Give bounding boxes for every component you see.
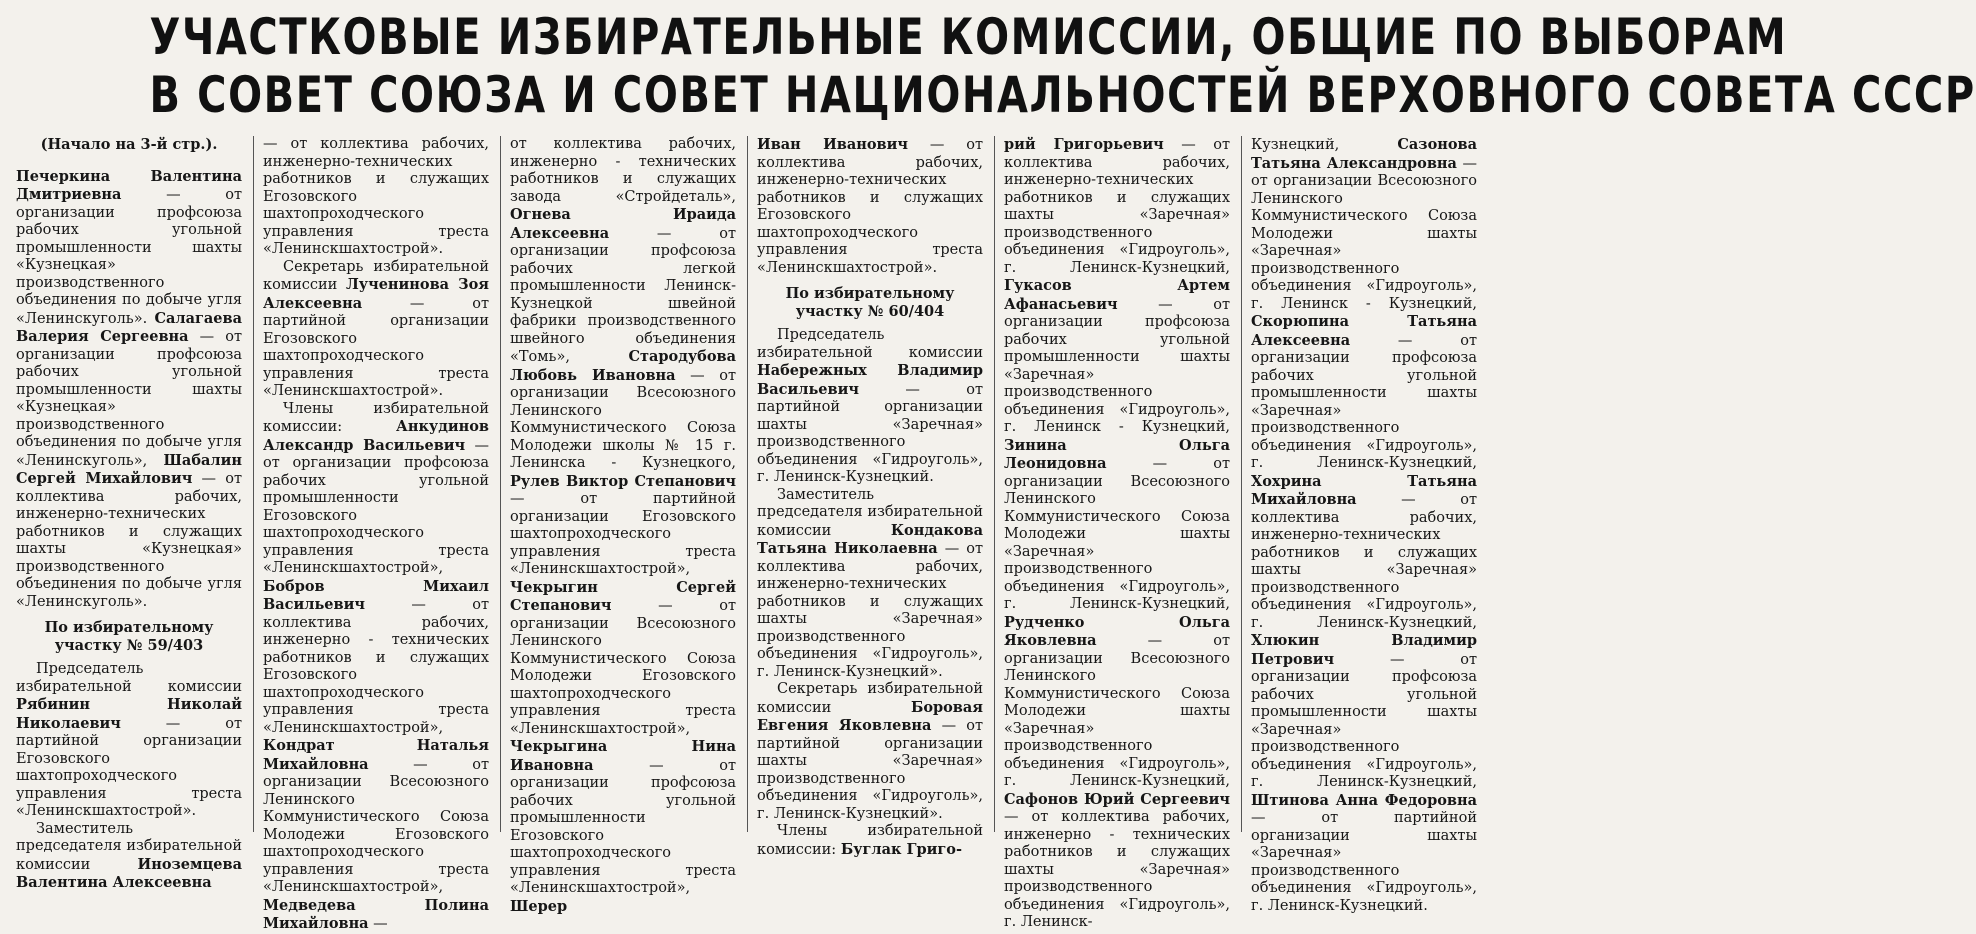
person-name: Салагаева Валерия Сергеевна (16, 309, 242, 345)
text-run: — (368, 916, 388, 932)
person-name: Кондакова Татьяна Николаевна (757, 521, 983, 557)
text-run: — от коллектива рабочих, инженерно - технических работников и служащих Егозовского шахтопроходческого управления треста «Ленинскшахтострой», (263, 597, 489, 736)
person-name: Стародубова Любовь Ивановна (510, 348, 736, 384)
text-run: — от коллектива рабочих, инженерно-технических работников и служащих шахты «Заречная» производственного объединения «Гидроуголь», г. Ленинск-Кузнецкий, (1251, 492, 1477, 631)
section-heading: По избирательному участку № 60/404 (785, 285, 955, 320)
person-name: Сазонова Татьяна Александровна (1251, 136, 1477, 172)
person-name: рий Григорьевич (1004, 136, 1164, 153)
headline (149, 0, 1976, 130)
text-run: Секретарь избирательной комиссии (757, 681, 983, 716)
person-name: Рябинин Николай Николаевич (16, 696, 242, 732)
person-name: Чекрыгина Нина Ивановна (510, 738, 736, 774)
paragraph (263, 259, 489, 401)
person-name: Зинина Ольга Леонидовна (1004, 436, 1230, 472)
paragraph (757, 327, 983, 487)
column-rule (747, 136, 748, 832)
paragraph (1004, 136, 1230, 932)
text-run: — от коллектива рабочих, инженерно-технических работников и служащих шахты «Заречная» производственного объединения «Гидроуголь», г. Ленинск-Кузнецкий, (1004, 137, 1230, 276)
headline-line-2: В СОВЕТ СОЮЗА И СОВЕТ НАЦИОНАЛЬНОСТЕЙ ВЕРХОВНОГО СОВЕТА СССР (149, 66, 1976, 124)
paragraph (757, 487, 983, 682)
person-name: Кондрат Наталья Михайловна (263, 737, 489, 773)
paragraph (510, 136, 736, 916)
column-2 (263, 136, 489, 932)
person-name: Анкудинов Александр Васильевич (263, 418, 489, 454)
person-name: Рудченко Ольга Яковлевна (1004, 613, 1230, 649)
text-run: — от организации профсоюза рабочих угольной промышленности шахты «Заречная» производственного объединения «Гидроуголь», г. Ленинск - Кузнецкий, (1004, 296, 1230, 435)
column-rule (994, 136, 995, 832)
person-name: Печеркина Валентина Дмитриевна (16, 167, 242, 203)
person-name: Штинова Анна Федоровна (1251, 791, 1477, 809)
person-name: Лученинова Зоя Алексеевна (263, 276, 489, 312)
text-run: от коллектива рабочих, инженерно - технических работников и служащих завода «Стройдеталь», (510, 136, 736, 205)
section-heading: По избирательному участку № 59/403 (44, 619, 214, 654)
text-run: Заместитель председателя избирательной комиссии (757, 486, 983, 539)
article-columns (16, 136, 1490, 932)
person-name: Огнева Ираида Алексеевна (510, 206, 736, 242)
text-run: — от организации профсоюза рабочих угольной промышленности шахты «Заречная» производственного объединения «Гидроуголь», г. Ленинск-Кузнецкий, (1251, 332, 1477, 471)
text-run: — от партийной организации Егозовского шахтопроходческого управления треста «Ленинскшахтострой». (16, 715, 242, 819)
person-name: Боровая Евгения Яковлевна (757, 698, 983, 734)
text-run: — от организации Всесоюзного Ленинского Коммунистического Союза Молодежи шахты «Заречная» производственного объединения «Гидроуголь», г. Ленинск - Кузнецкий, (1251, 155, 1478, 312)
person-name: Чекрыгин Сергей Степанович (510, 578, 736, 614)
paragraph (757, 823, 983, 859)
column-4 (757, 136, 983, 858)
column-rule (1241, 136, 1242, 832)
text-run: — от партийной организации Егозовского шахтопроходческого управления треста «Ленинскшахтострой». (263, 295, 489, 399)
person-name: Набережных Владимир Васильевич (757, 362, 983, 398)
person-name: Шабалин Сергей Михайлович (16, 451, 242, 487)
text-run: — от организации профсоюза рабочих угольной промышленности шахты «Кузнецкая» производственного объединения по добыче угля «Ленинскуголь», (16, 329, 242, 469)
text-run: — от организации профсоюза рабочих угольной промышленности шахты «Заречная» производственного объединения «Гидроуголь», г. Ленинск-Кузнецкий, (1251, 651, 1477, 790)
text-run: — от коллектива рабочих, инженерно-технических работников и служащих шахты «Заречная» производственного объединения «Гидроуголь», г. Ленинск-Кузнецкий». (757, 541, 983, 680)
text-run: Председатель избирательной комиссии (16, 661, 242, 695)
text-run: — от коллектива рабочих, инженерно-технических работников и служащих Егозовского шахтопроходческого управления треста «Ленинскшахтострой». (757, 137, 983, 276)
paragraph (16, 661, 242, 821)
person-name: Буглак Григо- (840, 840, 962, 858)
continued-note: (Начало на 3-й стр.). (40, 136, 218, 153)
text-run: Секретарь избирательной комиссии (263, 258, 489, 293)
person-name: Медведева Полина Михайловна (263, 896, 489, 932)
text-run: — от организации Всесоюзного Ленинского Коммунистического Союза Молодежи Егозовского шахтопроходческого управления треста «Ленинскшахтострой», (263, 756, 489, 895)
text-run: Члены избирательной комиссии: (263, 400, 489, 435)
text-run: Члены избирательной комиссии: (757, 823, 983, 858)
text-run: — от организации профсоюза рабочих легкой промышленности Ленинск-Кузнецкой швейной фабрики производственного швейного объединения «Томь», (510, 225, 736, 365)
paragraph (757, 136, 983, 277)
paragraph (757, 681, 983, 823)
text-run: — от коллектива рабочих, инженерно-технических работников и служащих Егозовского шахтопроходческого управления треста «Ленинскшахтострой». (263, 136, 489, 257)
paragraph (263, 136, 489, 259)
text-run: — от коллектива рабочих, инженерно - технических работников и служащих шахты «Заречная» производственного объединения «Гидроуголь», г. Ленинск- (1004, 809, 1230, 930)
column-rule (253, 136, 254, 832)
text-run: Заместитель председателя избирательной комиссии (16, 820, 242, 873)
text-run: — от организации профсоюза рабочих угольной промышленности Егозовского шахтопроходческого управления треста «Ленинскшахтострой», (510, 757, 736, 896)
paragraph (1251, 136, 1477, 915)
column-5 (1004, 136, 1230, 930)
person-name: Иноземцева Валентина Алексеевна (16, 855, 242, 891)
text-run: — от организации Всесоюзного Ленинского Коммунистического Союза Молодежи шахты «Заречная» производственного объединения «Гидроуголь», г. Ленинск-Кузнецкий, (1004, 456, 1230, 612)
person-name: Сафонов Юрий Сергеевич (1004, 790, 1230, 808)
text-run: — от партийной организации шахты «Заречная» производственного объединения «Гидроуголь», г. Ленинск-Кузнецкий. (1251, 810, 1477, 914)
paragraph (16, 168, 242, 612)
text-run: Председатель избирательной комиссии (757, 327, 983, 361)
text-run: — от партийной организации шахты «Заречная» производственного объединения «Гидроуголь», г. Ленинск-Кузнецкий». (757, 718, 983, 822)
text-run: — от партийной организации Егозовского шахтопроходческого управления треста «Ленинскшахтострой», (510, 491, 736, 577)
text-run: — от коллектива рабочих, инженерно-технических работников и служащих шахты «Кузнецкая» производственного объединения по добыче угля «Ленинскуголь». (16, 471, 242, 610)
text-run: — от организации Всесоюзного Ленинского Коммунистического Союза Молодежи школы № 15 г. Ленинска - Кузнецкого, (510, 367, 736, 471)
person-name: Скорюпина Татьяна Алексеевна (1251, 313, 1477, 349)
person-name: Шерер (510, 897, 568, 915)
person-name: Иван Иванович (757, 136, 908, 153)
column-3 (510, 136, 736, 915)
person-name: Гукасов Артем Афанасьевич (1004, 277, 1230, 313)
text-run: — от партийной организации шахты «Заречная» производственного объединения «Гидроуголь», г. Ленинск-Кузнецкий. (757, 381, 983, 485)
column-rule (500, 136, 501, 832)
person-name: Хохрина Татьяна Михайловна (1251, 472, 1477, 508)
text-run: — от организации профсоюза рабочих угольной промышленности шахты «Кузнецкая» производственного объединения по добыче угля «Ленинскуголь». (16, 187, 242, 327)
person-name: Рулев Виктор Степанович (510, 472, 736, 490)
person-name: Хлюкин Владимир Петрович (1251, 632, 1477, 668)
paragraph (16, 821, 242, 893)
text-run: Кузнецкий, (1251, 137, 1398, 153)
text-run: — от организации профсоюза рабочих угольной промышленности Егозовского шахтопроходческого управления треста «Ленинскшахтострой», (263, 437, 489, 576)
text-run: — от организации Всесоюзного Ленинского Коммунистического Союза Молодежи Егозовского шахтопроходческого управления треста «Ленинскшахтострой», (510, 598, 736, 737)
paragraph (263, 401, 489, 934)
person-name: Бобров Михаил Васильевич (263, 577, 489, 613)
column-6 (1251, 136, 1478, 914)
text-run: — от организации Всесоюзного Ленинского Коммунистического Союза Молодежи шахты «Заречная» производственного объединения «Гидроуголь», г. Ленинск-Кузнецкий, (1004, 633, 1230, 789)
column-1 (16, 136, 242, 891)
headline-line-1: УЧАСТКОВЫЕ ИЗБИРАТЕЛЬНЫЕ КОМИССИИ, ОБЩИЕ ПО ВЫБОРАМ (149, 8, 1788, 66)
